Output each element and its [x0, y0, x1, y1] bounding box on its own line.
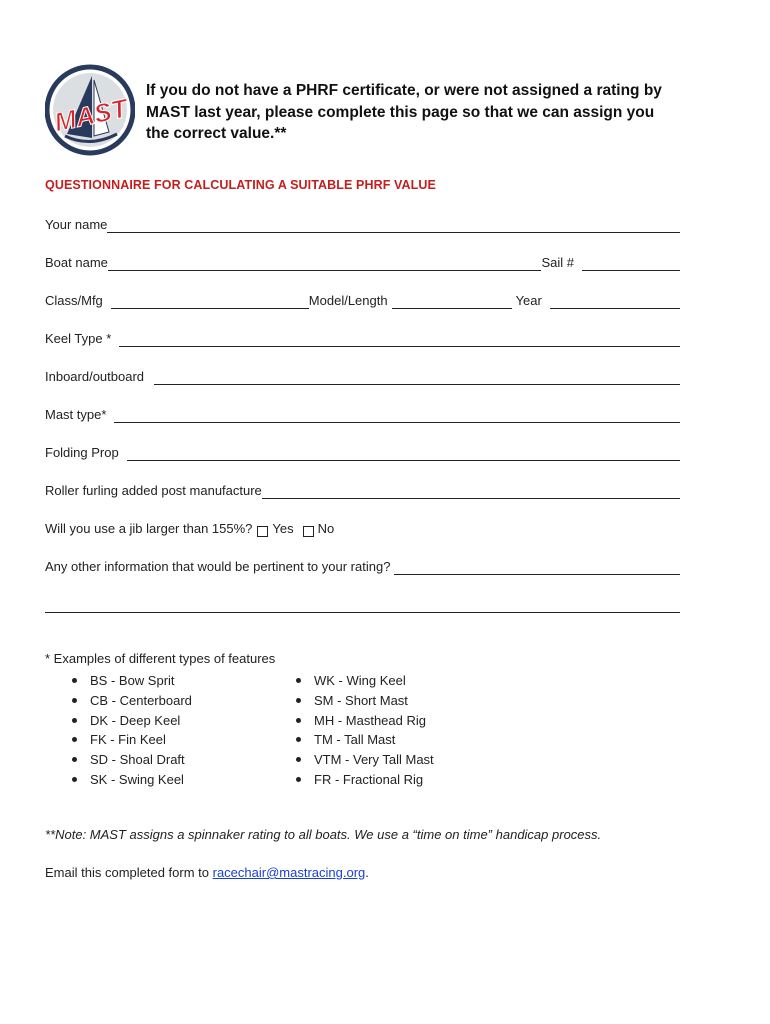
roller-furling-row [45, 481, 680, 499]
keel-type-row [45, 329, 680, 347]
your-name-row [45, 215, 680, 233]
keel-type-label: Keel Type * [45, 331, 112, 346]
other-info-field-2[interactable] [45, 598, 680, 613]
year-field[interactable] [550, 294, 680, 309]
class-mfg-label: Class/Mfg [45, 293, 103, 308]
list-item: VTM - Very Tall Mast [292, 750, 434, 770]
model-length-field[interactable] [392, 294, 512, 309]
list-item: SM - Short Mast [292, 691, 434, 711]
year-label: Year [515, 293, 542, 308]
inboard-outboard-row [45, 367, 680, 385]
list-item: DK - Deep Keel [68, 711, 192, 731]
other-info-row [45, 557, 680, 575]
list-item: WK - Wing Keel [292, 671, 434, 691]
intro-text: If you do not have a PHRF certificate, or were not assigned a rating by MAST last year, please complete this page so that we can assign you the correct value.** [146, 82, 662, 142]
your-name-label: Your name [45, 217, 108, 232]
class-mfg-field[interactable] [111, 294, 309, 309]
list-item: SD - Shoal Draft [68, 750, 192, 770]
roller-furling-label: Roller furling added post manufacture [45, 483, 262, 498]
sail-number-field[interactable] [582, 256, 680, 271]
jib-question-row [45, 519, 680, 537]
yes-checkbox[interactable] [257, 526, 268, 537]
other-info-label: Any other information that would be pertinent to your rating? [45, 559, 391, 574]
inboard-outboard-label: Inboard/outboard [45, 369, 145, 384]
roller-furling-field[interactable] [262, 484, 680, 499]
questionnaire-title: QUESTIONNAIRE FOR CALCULATING A SUITABLE PHRF VALUE [45, 178, 436, 192]
mast-type-label: Mast type* [45, 407, 107, 422]
model-length-label: Model/Length [308, 293, 388, 308]
mast-type-row [45, 405, 680, 423]
other-info-row-2 [45, 595, 680, 613]
logo-text: MAST [51, 92, 130, 138]
boat-name-field[interactable] [108, 256, 542, 271]
jib-question-label: Will you use a jib larger than 155%? [45, 521, 253, 536]
examples-list-right [292, 671, 434, 790]
note-text: **Note: MAST assigns a spinnaker rating to all boats. We use a “time on time” handicap process. [45, 827, 602, 842]
email-line [45, 865, 369, 880]
list-item: SK - Swing Keel [68, 770, 192, 790]
folding-prop-row [45, 443, 680, 461]
email-prefix: Email this completed form to [45, 865, 213, 880]
boat-name-row [45, 253, 680, 271]
your-name-field[interactable] [107, 218, 680, 233]
no-label: No [317, 521, 335, 536]
list-item: FR - Fractional Rig [292, 770, 434, 790]
mast-logo [45, 64, 135, 156]
class-row [45, 291, 680, 309]
other-info-field[interactable] [394, 560, 680, 575]
keel-type-field[interactable] [119, 332, 680, 347]
list-item: FK - Fin Keel [68, 730, 192, 750]
inboard-outboard-field[interactable] [154, 370, 680, 385]
email-suffix: . [365, 865, 369, 880]
list-item: BS - Bow Sprit [68, 671, 192, 691]
sail-number-label: Sail # [541, 255, 574, 270]
list-item: TM - Tall Mast [292, 730, 434, 750]
list-item: MH - Masthead Rig [292, 711, 434, 731]
folding-prop-label: Folding Prop [45, 445, 119, 460]
yes-label: Yes [272, 521, 294, 536]
no-checkbox[interactable] [303, 526, 314, 537]
examples-list-left [68, 671, 192, 790]
folding-prop-field[interactable] [127, 446, 680, 461]
email-link[interactable]: racechair@mastracing.org [212, 865, 366, 880]
mast-type-field[interactable] [114, 408, 680, 423]
boat-name-label: Boat name [45, 255, 108, 270]
examples-heading: * Examples of different types of features [45, 651, 276, 666]
list-item: CB - Centerboard [68, 691, 192, 711]
